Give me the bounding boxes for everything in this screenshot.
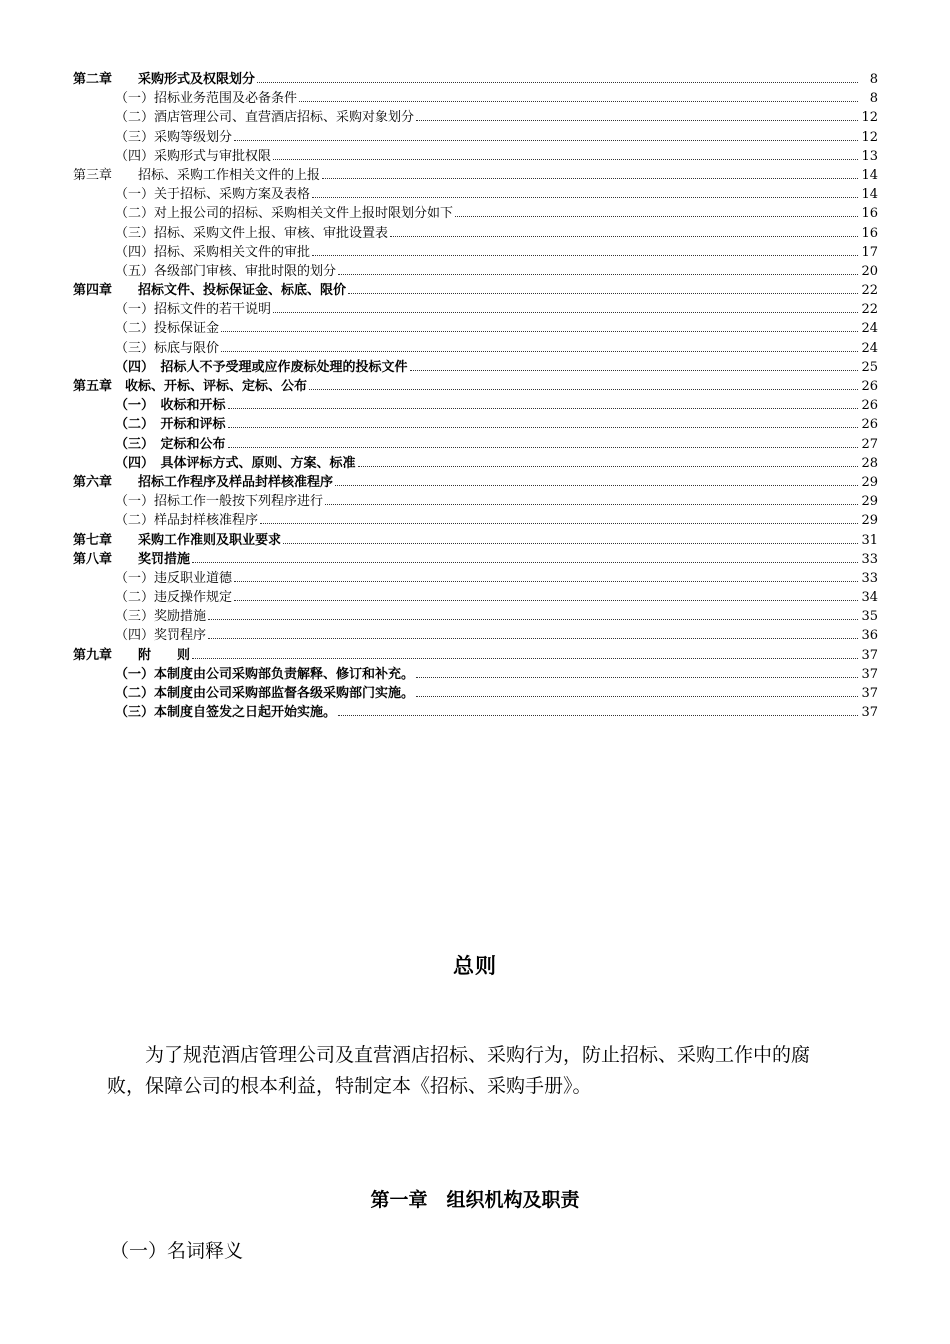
- toc-page-number: 27: [861, 436, 878, 452]
- toc-leader-dots: [416, 665, 858, 678]
- toc-section-entry[interactable]: [73, 262, 878, 281]
- toc-entry-title: （三）采购等级划分: [115, 129, 233, 145]
- toc-entry-title: （二）本制度由公司采购部监督各级采购部门实施。: [115, 686, 415, 701]
- toc-entry-title: 第七章 采购工作准则及职业要求: [73, 532, 282, 548]
- toc-section-entry[interactable]: [73, 128, 878, 147]
- general-provisions-paragraph: 为了规范酒店管理公司及直营酒店招标、采购行为，防止招标、采购工作中的腐败，保障公司的根本利益，特制定本《招标、采购手册》。: [107, 1044, 811, 1097]
- toc-page-number: 29: [861, 474, 878, 490]
- toc-section-entry[interactable]: [73, 339, 878, 358]
- toc-leader-dots: [260, 511, 858, 524]
- toc-section-entry[interactable]: [73, 300, 878, 319]
- toc-section-entry[interactable]: [73, 147, 878, 166]
- toc-page-number: 14: [861, 187, 878, 203]
- toc-page-number: 37: [861, 647, 878, 663]
- toc-chapter-entry[interactable]: [73, 377, 878, 396]
- toc-section-entry[interactable]: [73, 319, 878, 338]
- toc-chapter-entry[interactable]: [73, 473, 878, 492]
- toc-page-number: 36: [861, 628, 878, 644]
- toc-entry-title: （二） 开标和评标: [115, 417, 226, 433]
- toc-leader-dots: [338, 703, 858, 716]
- toc-leader-dots: [234, 569, 858, 582]
- toc-leader-dots: [390, 224, 858, 237]
- toc-leader-dots: [335, 473, 858, 486]
- toc-entry-title: （三）标底与限价: [115, 340, 220, 356]
- toc-page-number: 26: [861, 398, 878, 414]
- toc-leader-dots: [234, 588, 858, 601]
- toc-entry-title: （五）各级部门审核、审批时限的划分: [115, 263, 337, 279]
- general-provisions-heading: 总则: [453, 954, 497, 978]
- toc-section-entry[interactable]: [73, 684, 878, 703]
- toc-page-number: 8: [869, 91, 878, 107]
- toc-page-number: 31: [861, 532, 878, 548]
- toc-leader-dots: [192, 646, 858, 659]
- toc-page-number: 37: [861, 705, 878, 721]
- toc-leader-dots: [455, 204, 858, 217]
- toc-leader-dots: [358, 454, 858, 467]
- toc-entry-title: （一）本制度由公司采购部负责解释、修订和补充。: [115, 666, 415, 682]
- toc-page-number: 37: [861, 686, 878, 701]
- toc-page-number: 24: [861, 340, 878, 356]
- toc-page-number: 37: [861, 666, 878, 682]
- toc-entry-title: （一）招标文件的若干说明: [115, 302, 272, 318]
- toc-leader-dots: [257, 70, 858, 83]
- toc-leader-dots: [309, 377, 858, 390]
- chapter-one-title: 第一章 组织机构及职责: [370, 1189, 580, 1211]
- toc-page-number: 20: [861, 263, 878, 279]
- toc-entry-title: （四）招标、采购相关文件的审批: [115, 244, 311, 260]
- toc-page-number: 35: [861, 609, 878, 625]
- toc-leader-dots: [228, 415, 858, 428]
- toc-page-number: 22: [861, 283, 878, 299]
- toc-entry-title: 第九章 附 则: [73, 647, 191, 663]
- toc-entry-title: 第五章 收标、开标、评标、定标、公布: [73, 379, 308, 394]
- toc-entry-title: （三）奖励措施: [115, 609, 207, 625]
- toc-chapter-entry[interactable]: [73, 550, 878, 569]
- toc-entry-title: 第六章 招标工作程序及样品封样核准程序: [73, 474, 334, 490]
- toc-page-number: 29: [861, 513, 878, 529]
- toc-section-entry[interactable]: [73, 511, 878, 530]
- toc-page-number: 29: [861, 494, 878, 510]
- toc-section-entry[interactable]: [73, 607, 878, 626]
- toc-section-entry[interactable]: [73, 185, 878, 204]
- toc-leader-dots: [221, 339, 858, 352]
- toc-page-number: 22: [861, 302, 878, 318]
- toc-leader-dots: [338, 262, 858, 275]
- toc-leader-dots: [273, 147, 858, 160]
- toc-entry-title: 第二章 采购形式及权限划分: [73, 72, 256, 87]
- toc-section-entry[interactable]: [73, 454, 878, 473]
- toc-page-number: 33: [861, 570, 878, 586]
- toc-entry-title: 第四章 招标文件、投标保证金、标底、限价: [73, 283, 347, 299]
- toc-section-entry[interactable]: [73, 396, 878, 415]
- toc-page-number: 12: [861, 110, 878, 126]
- toc-page-number: 16: [861, 225, 878, 241]
- toc-entry-title: 第三章 招标、采购工作相关文件的上报: [73, 167, 321, 183]
- toc-section-entry[interactable]: [73, 358, 878, 377]
- toc-section-entry[interactable]: [73, 204, 878, 223]
- toc-section-entry[interactable]: [73, 626, 878, 645]
- toc-chapter-entry[interactable]: [73, 70, 878, 89]
- toc-chapter-entry[interactable]: [73, 281, 878, 300]
- toc-leader-dots: [416, 684, 858, 697]
- toc-leader-dots: [325, 492, 858, 505]
- toc-entry-title: （一）招标业务范围及必备条件: [115, 91, 298, 107]
- toc-entry-title: （三）本制度自签发之日起开始实施。: [115, 705, 337, 721]
- toc-entry-title: （一） 收标和开标: [115, 398, 226, 414]
- toc-page-number: 28: [861, 455, 878, 471]
- toc-page-number: 26: [861, 379, 878, 394]
- toc-leader-dots: [416, 108, 858, 121]
- toc-entry-title: （二）样品封样核准程序: [115, 513, 259, 529]
- toc-chapter-entry[interactable]: [73, 646, 878, 665]
- toc-entry-title: （四）采购形式与审批权限: [115, 148, 272, 164]
- toc-section-entry[interactable]: [73, 588, 878, 607]
- toc-entry-title: （二）违反操作规定: [115, 590, 233, 606]
- toc-leader-dots: [228, 435, 858, 448]
- toc-entry-title: （二）投标保证金: [115, 321, 220, 337]
- toc-leader-dots: [273, 300, 858, 313]
- table-of-contents: [73, 70, 878, 722]
- toc-leader-dots: [221, 319, 858, 332]
- toc-entry-title: （四） 具体评标方式、原则、方案、标准: [115, 455, 356, 471]
- toc-section-entry[interactable]: [73, 703, 878, 722]
- toc-entry-title: （三） 定标和公布: [115, 436, 226, 452]
- toc-page-number: 34: [861, 590, 878, 606]
- section-definitions-title: （一）名词释义: [110, 1240, 244, 1262]
- toc-entry-title: （四） 招标人不予受理或应作废标处理的投标文件: [115, 359, 408, 375]
- toc-section-entry[interactable]: [73, 89, 878, 108]
- toc-leader-dots: [208, 626, 858, 639]
- toc-leader-dots: [234, 128, 858, 141]
- toc-leader-dots: [348, 281, 858, 294]
- toc-page-number: 17: [861, 244, 878, 260]
- toc-page-number: 25: [861, 359, 878, 375]
- toc-leader-dots: [283, 531, 858, 544]
- toc-leader-dots: [322, 166, 858, 179]
- toc-entry-title: 第八章 奖罚措施: [73, 551, 191, 567]
- toc-page-number: 8: [869, 72, 878, 87]
- toc-leader-dots: [228, 396, 858, 409]
- toc-section-entry[interactable]: [73, 569, 878, 588]
- toc-page-number: 26: [861, 417, 878, 433]
- toc-section-entry[interactable]: [73, 224, 878, 243]
- toc-entry-title: （一）招标工作一般按下列程序进行: [115, 494, 324, 510]
- toc-leader-dots: [208, 607, 858, 620]
- toc-entry-title: （一）关于招标、采购方案及表格: [115, 187, 311, 203]
- toc-page-number: 12: [861, 129, 878, 145]
- toc-page-number: 13: [861, 148, 878, 164]
- toc-page-number: 16: [861, 206, 878, 222]
- toc-section-entry[interactable]: [73, 665, 878, 684]
- toc-section-entry[interactable]: [73, 435, 878, 454]
- toc-leader-dots: [312, 185, 858, 198]
- toc-leader-dots: [312, 243, 858, 256]
- toc-section-entry[interactable]: [73, 243, 878, 262]
- toc-leader-dots: [299, 89, 858, 102]
- toc-page-number: 14: [861, 167, 878, 183]
- toc-section-entry[interactable]: [73, 492, 878, 511]
- toc-leader-dots: [192, 550, 858, 563]
- toc-section-entry[interactable]: [73, 415, 878, 434]
- toc-entry-title: （二）酒店管理公司、直营酒店招标、采购对象划分: [115, 110, 415, 126]
- toc-chapter-entry[interactable]: [73, 166, 878, 185]
- toc-chapter-entry[interactable]: [73, 531, 878, 550]
- toc-entry-title: （一）违反职业道德: [115, 570, 233, 586]
- toc-leader-dots: [410, 358, 858, 371]
- toc-entry-title: （二）对上报公司的招标、采购相关文件上报时限划分如下: [115, 206, 454, 222]
- toc-entry-title: （三）招标、采购文件上报、审核、审批设置表: [115, 225, 389, 241]
- toc-page-number: 33: [861, 551, 878, 567]
- toc-page-number: 24: [861, 321, 878, 337]
- toc-section-entry[interactable]: [73, 108, 878, 127]
- toc-entry-title: （四）奖罚程序: [115, 628, 207, 644]
